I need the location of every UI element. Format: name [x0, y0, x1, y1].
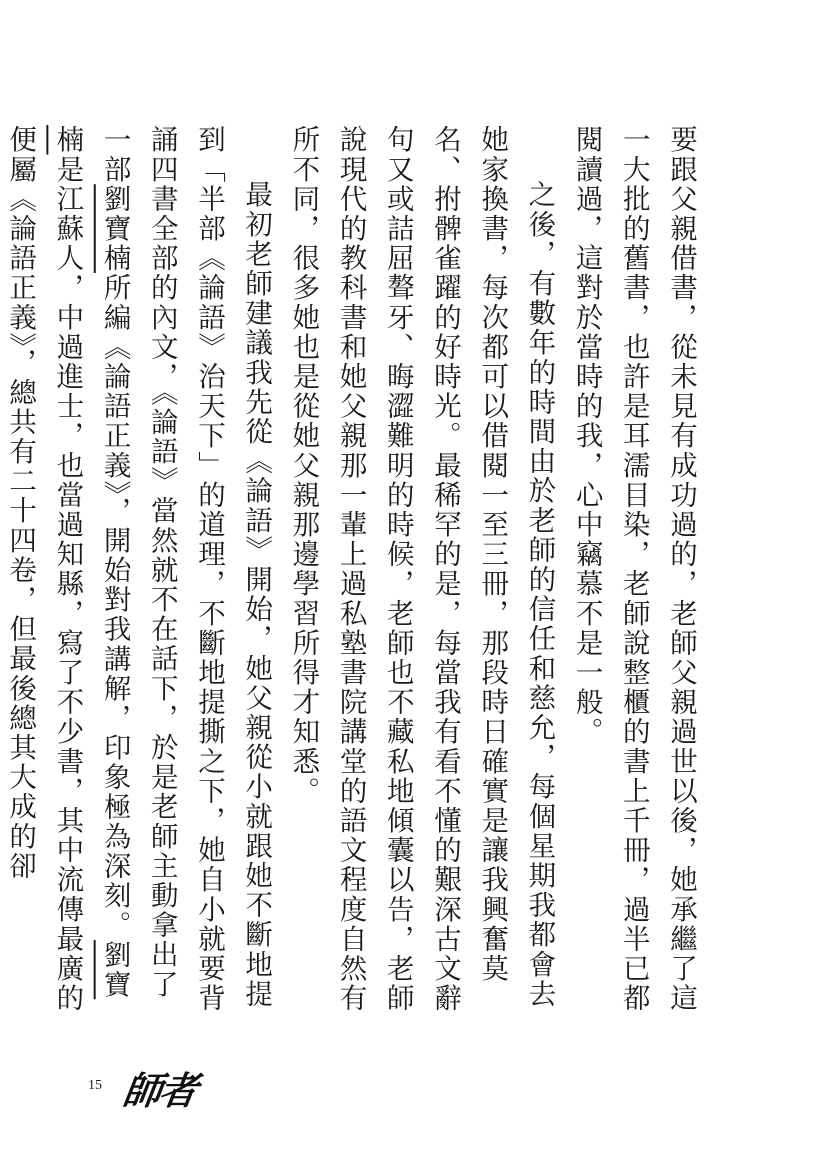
paragraph-3-part-b: 所編《論語正義》，開始對我講解，印象極為深刻。 — [98, 273, 131, 941]
page-number: 15 — [88, 1078, 102, 1093]
paragraph-3-part-c: 是江蘇人，中過進士，也當過知縣，寫了不少書，其中流傳最廣的便屬《論語正義》，總共有二十四卷，但最後總其大成的卻 — [4, 125, 84, 1014]
paragraph-3 — [0, 125, 279, 1025]
paragraph-2: 之後，有數年的時間由於老師的信任和慈允，每個星期我都會去她家換書，每次都可以借閱一至三冊，那段時日確實是讓我興奮莫名、拊髀雀躍的好時光。最稀罕的是，每當我有看不懂的艱深古文辭句又或詰屈聱牙、晦澀難明的時候，老師也不藏私地傾囊以告，老師說現代的教科書和她父親那一輩上過私塾書院講堂的語文程度自然有所不同，很多她也是從她父親那邊學習所得才知悉。 — [287, 125, 556, 1013]
proper-name-liu-baonan-2: 劉寶楠 — [51, 125, 131, 1000]
vertical-body-text — [0, 125, 704, 1025]
paragraph-1: 要跟父親借書，從未見有成功過的，老師父親過世以後，她承繼了這一大批的舊書，也許是耳濡目染，老師說整櫃的書上千冊，過半已都閱讀過，這對於當時的我，心中竊慕不是一般。 — [570, 125, 697, 1013]
running-title: 師者 — [120, 1068, 199, 1113]
proper-name-liu-baonan: 劉寶楠 — [98, 184, 131, 274]
paragraph-3-part-a: 最初老師建議我先從《論語》開始，她父親從小就跟她不斷地提到「半部《論語》治天下」的道理，不斷地提撕之下，她自小就要背誦四書全部的內文，《論語》當然就不在話下，於是老師主動拿出了一部 — [98, 125, 273, 1013]
